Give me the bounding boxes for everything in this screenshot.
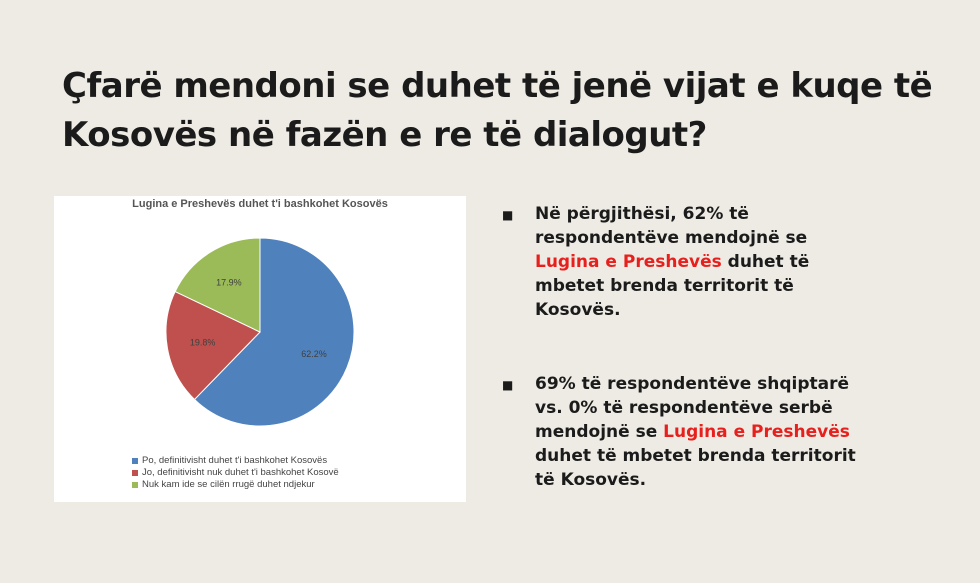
legend-label-jo: Jo, definitivisht nuk duhet t'i bashkohet Kosovë (142, 467, 339, 478)
legend-label-po: Po, definitivisht duhet t'i bashkohet Kosovës (142, 455, 328, 466)
legend-swatch-nuk-kam-ide (132, 482, 138, 488)
chart-legend (132, 455, 339, 491)
bullet-text-before: 69% të respondentëve shqiptarë vs. 0% të respondentëve serbë mendojnë se (535, 374, 850, 442)
legend-item-po (132, 455, 339, 467)
pie-data-label-2: 17.9% (216, 277, 242, 288)
chart-title: Lugina e Preshevës duhet t'i bashkohet Kosovës (132, 198, 388, 210)
bullet-text-after: duhet të mbetet brenda territorit të Kosovës. (535, 446, 856, 490)
bullet-text-1 (535, 202, 875, 322)
bullet-highlight: Lugina e Preshevës (535, 252, 722, 272)
pie-chart-panel (54, 196, 466, 502)
pie-data-label-1: 19.8% (189, 337, 216, 348)
bullet-text-after: duhet të mbetet brenda territorit të Kosovës. (535, 252, 810, 320)
legend-item-nuk-kam-ide (132, 479, 339, 491)
legend-swatch-jo (132, 470, 138, 476)
bullet-marker: ■ (502, 378, 514, 392)
bullet-text-before: Në përgjithësi, 62% të respondentëve mendojnë se (535, 204, 808, 248)
legend-item-jo (132, 467, 339, 479)
bullet-marker: ■ (502, 208, 514, 222)
legend-swatch-po (132, 458, 138, 464)
legend-label-nuk-kam-ide: Nuk kam ide se cilën rrugë duhet ndjekur (142, 479, 315, 490)
pie-data-label-0: 62.2% (301, 348, 327, 359)
bullet-text-2 (535, 372, 875, 492)
slide-title: Çfarë mendoni se duhet të jenë vijat e kuqe të Kosovës në fazën e re të dialogut? (62, 66, 933, 155)
bullet-highlight: Lugina e Preshevës (663, 422, 850, 442)
